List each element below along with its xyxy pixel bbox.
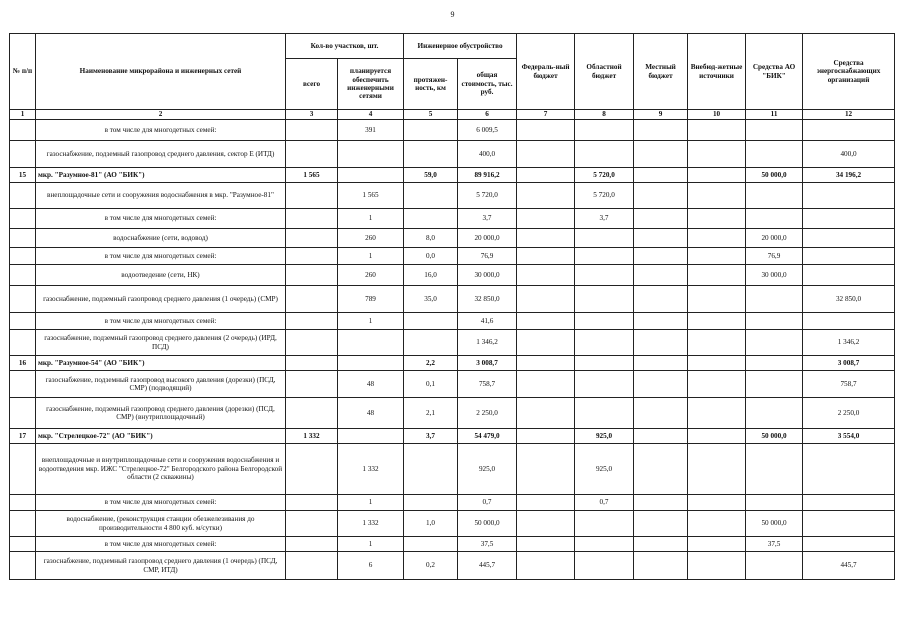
federal-budget-cell: [517, 371, 575, 398]
plots-total-cell: [286, 511, 338, 537]
row-name-cell: внеплощадочные сети и сооружения водоснабжения в мкр. "Разумное-81": [36, 183, 286, 209]
header-cost: общая стоимость, тыс. руб.: [458, 59, 517, 110]
plots-total-cell: [286, 330, 338, 356]
plots-planned-cell: 1: [338, 209, 404, 229]
total-cost-cell: 400,0: [458, 141, 517, 168]
row-number-cell: [10, 265, 36, 286]
row-number-cell: [10, 229, 36, 248]
plots-planned-cell: 1: [338, 248, 404, 265]
row-number-cell: 17: [10, 429, 36, 444]
table-row: [10, 265, 895, 286]
federal-budget-cell: [517, 229, 575, 248]
energy-funds-cell: [803, 495, 895, 511]
regional-budget-cell: [575, 286, 634, 313]
row-name-cell: в том числе для многодетных семей:: [36, 248, 286, 265]
federal-budget-cell: [517, 398, 575, 429]
col-number: 4: [338, 110, 404, 120]
federal-budget-cell: [517, 495, 575, 511]
energy-funds-cell: 3 008,7: [803, 356, 895, 371]
table-row: [10, 444, 895, 495]
col-number: 7: [517, 110, 575, 120]
energy-funds-cell: [803, 209, 895, 229]
local-budget-cell: [634, 371, 688, 398]
local-budget-cell: [634, 141, 688, 168]
plots-total-cell: [286, 444, 338, 495]
plots-planned-cell: 1 332: [338, 511, 404, 537]
energy-funds-cell: 400,0: [803, 141, 895, 168]
plots-planned-cell: [338, 168, 404, 183]
energy-funds-cell: [803, 313, 895, 330]
regional-budget-cell: 0,7: [575, 495, 634, 511]
row-number-cell: [10, 495, 36, 511]
table-row: [10, 229, 895, 248]
extrabudget-sources-cell: [688, 141, 746, 168]
extrabudget-sources-cell: [688, 552, 746, 580]
page-number: 9: [450, 10, 455, 19]
total-cost-cell: 445,7: [458, 552, 517, 580]
bik-funds-cell: 76,9: [746, 248, 803, 265]
funding-table: [9, 33, 895, 580]
extrabudget-sources-cell: [688, 398, 746, 429]
row-name-cell: мкр. "Разумное-81" (АО "БИК"): [36, 168, 286, 183]
extrabudget-sources-cell: [688, 371, 746, 398]
header-energy: Средства энергоснабжающих организаций: [803, 34, 895, 110]
regional-budget-cell: [575, 398, 634, 429]
table-row: [10, 330, 895, 356]
header-num: № п/п: [10, 34, 36, 110]
table-row: [10, 141, 895, 168]
row-name-cell: мкр. "Разумное-54" (АО "БИК"): [36, 356, 286, 371]
local-budget-cell: [634, 183, 688, 209]
energy-funds-cell: [803, 229, 895, 248]
local-budget-cell: [634, 168, 688, 183]
row-name-cell: в том числе для многодетных семей:: [36, 537, 286, 552]
bik-funds-cell: [746, 120, 803, 141]
federal-budget-cell: [517, 552, 575, 580]
plots-planned-cell: 1: [338, 495, 404, 511]
col-number: 2: [36, 110, 286, 120]
regional-budget-cell: [575, 265, 634, 286]
bik-funds-cell: [746, 444, 803, 495]
plots-total-cell: [286, 313, 338, 330]
energy-funds-cell: [803, 537, 895, 552]
federal-budget-cell: [517, 356, 575, 371]
extrabudget-sources-cell: [688, 183, 746, 209]
plots-planned-cell: 48: [338, 398, 404, 429]
local-budget-cell: [634, 444, 688, 495]
federal-budget-cell: [517, 168, 575, 183]
row-name-cell: в том числе для многодетных семей:: [36, 120, 286, 141]
bik-funds-cell: 20 000,0: [746, 229, 803, 248]
bik-funds-cell: [746, 330, 803, 356]
row-number-cell: [10, 286, 36, 313]
row-number-cell: [10, 141, 36, 168]
bik-funds-cell: [746, 356, 803, 371]
plots-total-cell: [286, 552, 338, 580]
row-number-cell: [10, 552, 36, 580]
header-bik: Средства АО "БИК": [746, 34, 803, 110]
row-name-cell: внеплощадочные и внутриплощадочные сети и сооружения водоснабжения и водоотведения мкр. ИЖС "Стрелецкое-72" Белгородского района Белгородской области (2 скважины): [36, 444, 286, 495]
plots-planned-cell: 789: [338, 286, 404, 313]
federal-budget-cell: [517, 429, 575, 444]
col-number: 6: [458, 110, 517, 120]
total-cost-cell: 2 250,0: [458, 398, 517, 429]
regional-budget-cell: 925,0: [575, 444, 634, 495]
table-row: [10, 120, 895, 141]
local-budget-cell: [634, 248, 688, 265]
plots-total-cell: [286, 371, 338, 398]
energy-funds-cell: 1 346,2: [803, 330, 895, 356]
total-cost-cell: 76,9: [458, 248, 517, 265]
regional-budget-cell: [575, 248, 634, 265]
bik-funds-cell: [746, 141, 803, 168]
regional-budget-cell: [575, 330, 634, 356]
bik-funds-cell: [746, 183, 803, 209]
length-km-cell: 16,0: [404, 265, 458, 286]
table-row: [10, 286, 895, 313]
regional-budget-cell: [575, 313, 634, 330]
extrabudget-sources-cell: [688, 495, 746, 511]
federal-budget-cell: [517, 248, 575, 265]
header-federal: Федераль-ный бюджет: [517, 34, 575, 110]
local-budget-cell: [634, 356, 688, 371]
row-name-cell: газоснабжение, подземный газопровод высокого давления (дорезки) (ПСД, СМР) (подводящий): [36, 371, 286, 398]
row-number-cell: [10, 120, 36, 141]
row-name-cell: в том числе для многодетных семей:: [36, 209, 286, 229]
bik-funds-cell: [746, 495, 803, 511]
length-km-cell: 59,0: [404, 168, 458, 183]
table-row: [10, 398, 895, 429]
col-number: 1: [10, 110, 36, 120]
length-km-cell: 1,0: [404, 511, 458, 537]
plots-planned-cell: 48: [338, 371, 404, 398]
header-plots-group: Кол-во участков, шт.: [286, 34, 404, 59]
district-row: [10, 429, 895, 444]
length-km-cell: [404, 537, 458, 552]
total-cost-cell: 89 916,2: [458, 168, 517, 183]
federal-budget-cell: [517, 265, 575, 286]
extrabudget-sources-cell: [688, 209, 746, 229]
length-km-cell: [404, 444, 458, 495]
plots-planned-cell: 1 332: [338, 444, 404, 495]
row-number-cell: [10, 183, 36, 209]
total-cost-cell: 1 346,2: [458, 330, 517, 356]
table-row: [10, 537, 895, 552]
col-number: 8: [575, 110, 634, 120]
row-name-cell: газоснабжение, подземный газопровод среднего давления, сектор Е (ИТД): [36, 141, 286, 168]
total-cost-cell: 758,7: [458, 371, 517, 398]
local-budget-cell: [634, 398, 688, 429]
plots-planned-cell: [338, 330, 404, 356]
extrabudget-sources-cell: [688, 313, 746, 330]
length-km-cell: [404, 141, 458, 168]
header-local: Местный бюджет: [634, 34, 688, 110]
table-row: [10, 511, 895, 537]
energy-funds-cell: [803, 248, 895, 265]
plots-total-cell: [286, 209, 338, 229]
row-number-cell: [10, 511, 36, 537]
local-budget-cell: [634, 552, 688, 580]
local-budget-cell: [634, 209, 688, 229]
local-budget-cell: [634, 265, 688, 286]
energy-funds-cell: 758,7: [803, 371, 895, 398]
plots-total-cell: [286, 495, 338, 511]
total-cost-cell: 925,0: [458, 444, 517, 495]
length-km-cell: 2,1: [404, 398, 458, 429]
total-cost-cell: 32 850,0: [458, 286, 517, 313]
regional-budget-cell: 3,7: [575, 209, 634, 229]
total-cost-cell: 5 720,0: [458, 183, 517, 209]
energy-funds-cell: 2 250,0: [803, 398, 895, 429]
col-number: 9: [634, 110, 688, 120]
federal-budget-cell: [517, 209, 575, 229]
length-km-cell: [404, 183, 458, 209]
length-km-cell: 3,7: [404, 429, 458, 444]
column-numbers-row: [10, 110, 895, 120]
extrabudget-sources-cell: [688, 168, 746, 183]
row-name-cell: газоснабжение, подземный газопровод среднего давления (1 очередь) (ПСД, СМР, ИТД): [36, 552, 286, 580]
federal-budget-cell: [517, 511, 575, 537]
plots-total-cell: [286, 286, 338, 313]
local-budget-cell: [634, 313, 688, 330]
row-name-cell: водоотведение (сети, НК): [36, 265, 286, 286]
federal-budget-cell: [517, 286, 575, 313]
row-name-cell: мкр. "Стрелецкое-72" (АО "БИК"): [36, 429, 286, 444]
length-km-cell: [404, 495, 458, 511]
row-name-cell: водоснабжение (сети, водовод): [36, 229, 286, 248]
total-cost-cell: 37,5: [458, 537, 517, 552]
total-cost-cell: 54 479,0: [458, 429, 517, 444]
regional-budget-cell: [575, 371, 634, 398]
district-row: [10, 356, 895, 371]
plots-total-cell: [286, 265, 338, 286]
table-row: [10, 183, 895, 209]
plots-total-cell: 1 565: [286, 168, 338, 183]
plots-planned-cell: [338, 141, 404, 168]
header-extrabudget: Внебюд-жетные источники: [688, 34, 746, 110]
length-km-cell: [404, 209, 458, 229]
extrabudget-sources-cell: [688, 265, 746, 286]
regional-budget-cell: [575, 120, 634, 141]
local-budget-cell: [634, 429, 688, 444]
regional-budget-cell: [575, 356, 634, 371]
length-km-cell: [404, 330, 458, 356]
total-cost-cell: 6 009,5: [458, 120, 517, 141]
local-budget-cell: [634, 286, 688, 313]
plots-total-cell: [286, 229, 338, 248]
length-km-cell: 0,0: [404, 248, 458, 265]
bik-funds-cell: 37,5: [746, 537, 803, 552]
energy-funds-cell: 3 554,0: [803, 429, 895, 444]
regional-budget-cell: 925,0: [575, 429, 634, 444]
energy-funds-cell: [803, 265, 895, 286]
row-name-cell: газоснабжение, подземный газопровод среднего давления (2 очередь) (ИРД, ПСД): [36, 330, 286, 356]
federal-budget-cell: [517, 313, 575, 330]
regional-budget-cell: 5 720,0: [575, 168, 634, 183]
energy-funds-cell: 32 850,0: [803, 286, 895, 313]
local-budget-cell: [634, 330, 688, 356]
regional-budget-cell: [575, 552, 634, 580]
bik-funds-cell: 50 000,0: [746, 511, 803, 537]
header-length: протяжен-ность, км: [404, 59, 458, 110]
plots-planned-cell: 1: [338, 537, 404, 552]
row-number-cell: 15: [10, 168, 36, 183]
table-row: [10, 495, 895, 511]
extrabudget-sources-cell: [688, 444, 746, 495]
header-engineering-group: Инженерное обустройство: [404, 34, 517, 59]
plots-total-cell: 1 332: [286, 429, 338, 444]
plots-total-cell: [286, 248, 338, 265]
energy-funds-cell: [803, 183, 895, 209]
regional-budget-cell: [575, 537, 634, 552]
total-cost-cell: 3,7: [458, 209, 517, 229]
col-number: 10: [688, 110, 746, 120]
plots-total-cell: [286, 183, 338, 209]
federal-budget-cell: [517, 120, 575, 141]
bik-funds-cell: [746, 286, 803, 313]
regional-budget-cell: [575, 511, 634, 537]
extrabudget-sources-cell: [688, 429, 746, 444]
federal-budget-cell: [517, 537, 575, 552]
federal-budget-cell: [517, 444, 575, 495]
energy-funds-cell: [803, 444, 895, 495]
table-row: [10, 313, 895, 330]
energy-funds-cell: 445,7: [803, 552, 895, 580]
plots-total-cell: [286, 356, 338, 371]
col-number: 12: [803, 110, 895, 120]
regional-budget-cell: [575, 141, 634, 168]
total-cost-cell: 50 000,0: [458, 511, 517, 537]
plots-planned-cell: 260: [338, 265, 404, 286]
length-km-cell: 0,1: [404, 371, 458, 398]
plots-planned-cell: [338, 356, 404, 371]
bik-funds-cell: [746, 398, 803, 429]
length-km-cell: 2,2: [404, 356, 458, 371]
energy-funds-cell: [803, 120, 895, 141]
bik-funds-cell: [746, 552, 803, 580]
local-budget-cell: [634, 120, 688, 141]
bik-funds-cell: [746, 371, 803, 398]
header-plots-planned: планируется обеспечить инженерными сетями: [338, 59, 404, 110]
total-cost-cell: 3 008,7: [458, 356, 517, 371]
federal-budget-cell: [517, 183, 575, 209]
energy-funds-cell: [803, 511, 895, 537]
row-number-cell: [10, 330, 36, 356]
federal-budget-cell: [517, 330, 575, 356]
table-row: [10, 209, 895, 229]
row-name-cell: в том числе для многодетных семей:: [36, 495, 286, 511]
length-km-cell: 35,0: [404, 286, 458, 313]
table-body: [10, 120, 895, 580]
row-name-cell: в том числе для многодетных семей:: [36, 313, 286, 330]
row-name-cell: газоснабжение, подземный газопровод среднего давления (дорезки) (ПСД, СМР) (внутриплощадочный): [36, 398, 286, 429]
col-number: 3: [286, 110, 338, 120]
length-km-cell: 0,2: [404, 552, 458, 580]
bik-funds-cell: [746, 209, 803, 229]
col-number: 5: [404, 110, 458, 120]
table-row: [10, 371, 895, 398]
row-number-cell: 16: [10, 356, 36, 371]
local-budget-cell: [634, 495, 688, 511]
federal-budget-cell: [517, 141, 575, 168]
plots-planned-cell: 1: [338, 313, 404, 330]
plots-total-cell: [286, 537, 338, 552]
row-number-cell: [10, 444, 36, 495]
extrabudget-sources-cell: [688, 229, 746, 248]
plots-planned-cell: 391: [338, 120, 404, 141]
total-cost-cell: 30 000,0: [458, 265, 517, 286]
district-row: [10, 168, 895, 183]
row-number-cell: [10, 248, 36, 265]
header-regional: Областной бюджет: [575, 34, 634, 110]
extrabudget-sources-cell: [688, 356, 746, 371]
total-cost-cell: 41,6: [458, 313, 517, 330]
col-number: 11: [746, 110, 803, 120]
plots-planned-cell: 1 565: [338, 183, 404, 209]
header-plots-total: всего: [286, 59, 338, 110]
extrabudget-sources-cell: [688, 248, 746, 265]
regional-budget-cell: 5 720,0: [575, 183, 634, 209]
table-row: [10, 248, 895, 265]
table-row: [10, 552, 895, 580]
local-budget-cell: [634, 511, 688, 537]
length-km-cell: 8,0: [404, 229, 458, 248]
bik-funds-cell: 30 000,0: [746, 265, 803, 286]
length-km-cell: [404, 120, 458, 141]
row-number-cell: [10, 398, 36, 429]
bik-funds-cell: [746, 313, 803, 330]
extrabudget-sources-cell: [688, 511, 746, 537]
row-number-cell: [10, 371, 36, 398]
plots-total-cell: [286, 398, 338, 429]
total-cost-cell: 20 000,0: [458, 229, 517, 248]
plots-total-cell: [286, 141, 338, 168]
extrabudget-sources-cell: [688, 537, 746, 552]
bik-funds-cell: 50 000,0: [746, 168, 803, 183]
local-budget-cell: [634, 537, 688, 552]
extrabudget-sources-cell: [688, 120, 746, 141]
row-number-cell: [10, 537, 36, 552]
plots-total-cell: [286, 120, 338, 141]
energy-funds-cell: 34 196,2: [803, 168, 895, 183]
plots-planned-cell: [338, 429, 404, 444]
length-km-cell: [404, 313, 458, 330]
header-name: Наименование микрорайона и инженерных сетей: [36, 34, 286, 110]
regional-budget-cell: [575, 229, 634, 248]
total-cost-cell: 0,7: [458, 495, 517, 511]
extrabudget-sources-cell: [688, 330, 746, 356]
extrabudget-sources-cell: [688, 286, 746, 313]
bik-funds-cell: 50 000,0: [746, 429, 803, 444]
row-name-cell: водоснабжение, (реконструкция станции обезжелезивания до производительности 4 800 куб. м/сутки): [36, 511, 286, 537]
row-number-cell: [10, 313, 36, 330]
plots-planned-cell: 260: [338, 229, 404, 248]
row-number-cell: [10, 209, 36, 229]
row-name-cell: газоснабжение, подземный газопровод среднего давления (1 очередь) (СМР): [36, 286, 286, 313]
local-budget-cell: [634, 229, 688, 248]
plots-planned-cell: 6: [338, 552, 404, 580]
